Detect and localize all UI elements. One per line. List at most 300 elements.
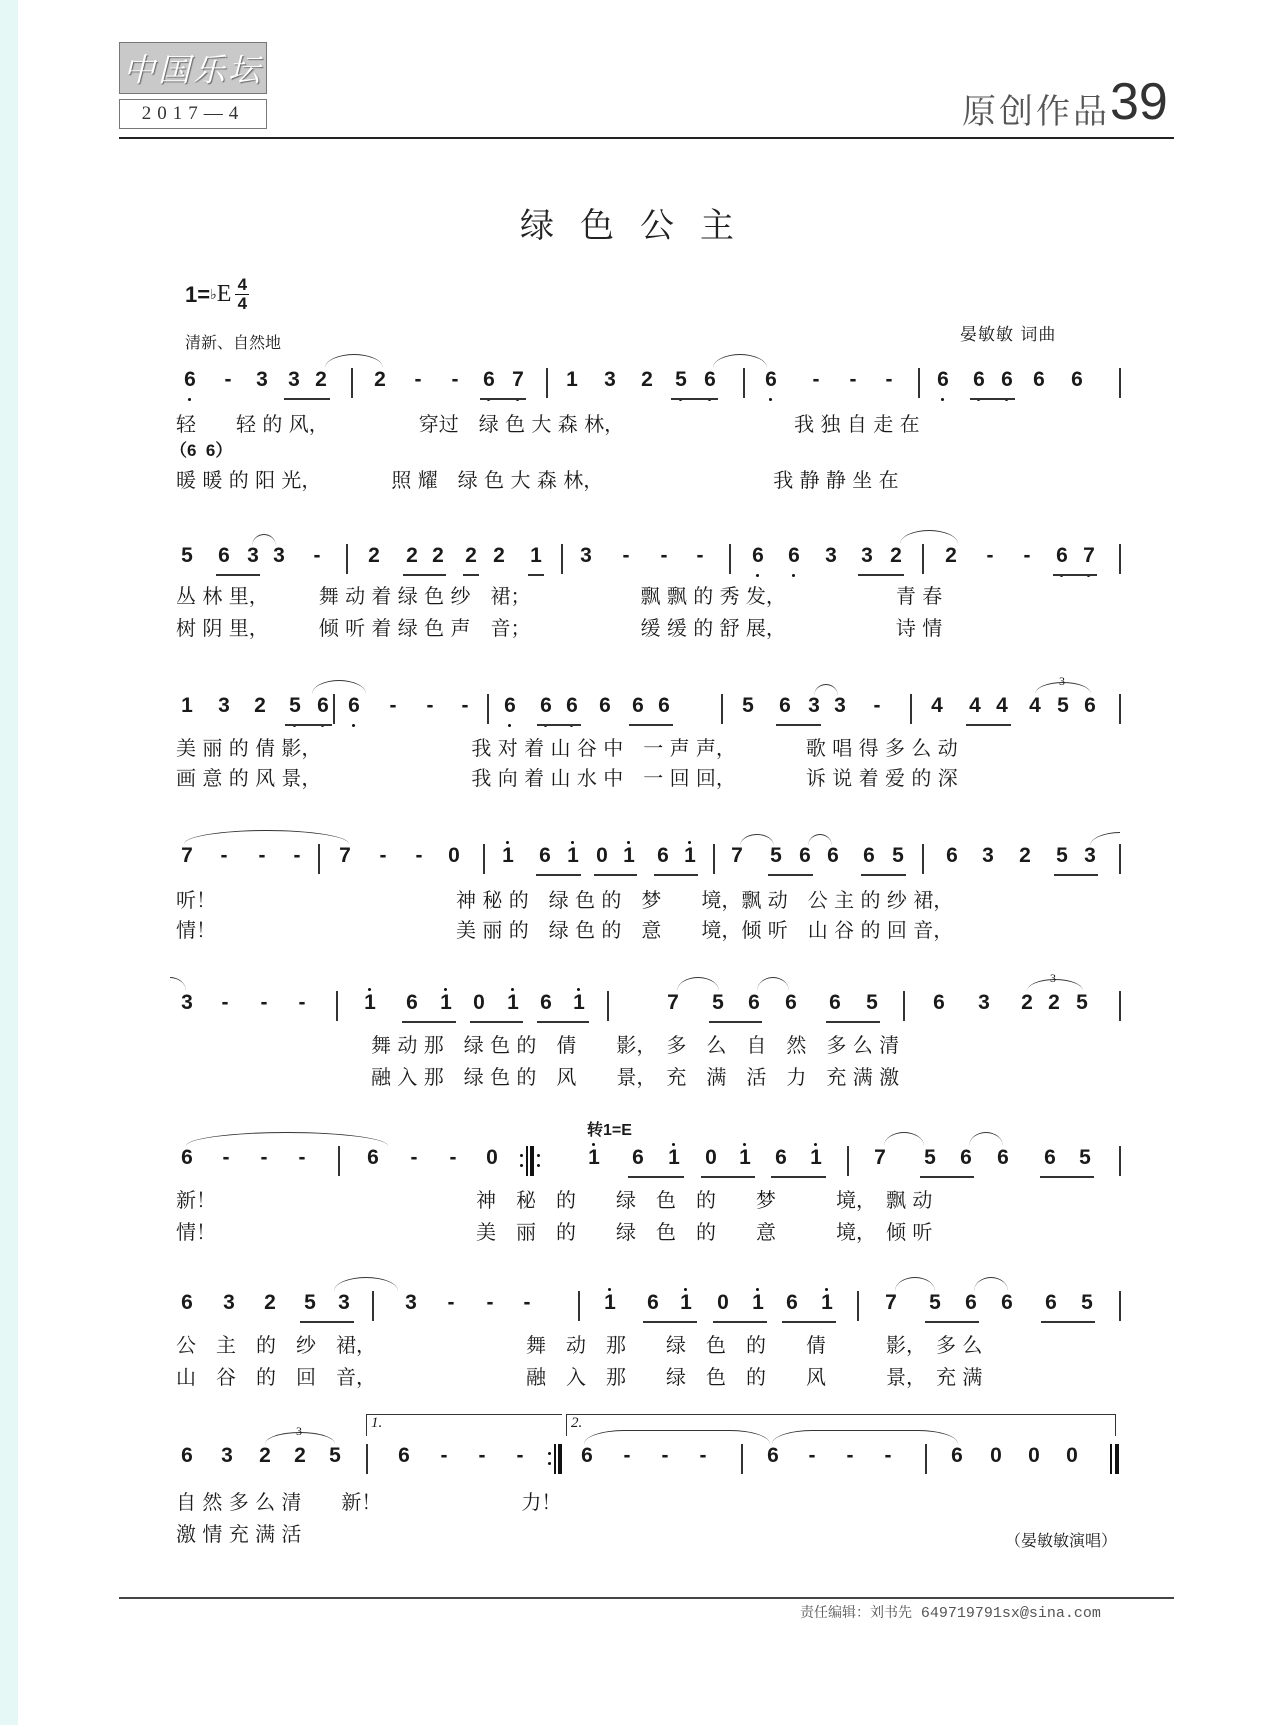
note: 6 [581,1444,593,1467]
note: 3 [181,991,193,1014]
note: 6 [563,694,581,718]
notes-line [0,674,1280,728]
dash: - [846,1444,854,1467]
note: 6 [762,368,780,392]
beam [403,574,446,576]
note: 0 [1028,1444,1040,1467]
tie [584,1430,770,1444]
tie [334,1277,398,1291]
triplet-mark: 3 [1050,971,1056,985]
editor-label: 责任编辑：刘书先 [800,1605,912,1621]
dash: - [222,1146,230,1169]
tie [900,530,958,544]
beam [1054,874,1098,876]
note: 1 [677,1291,695,1315]
dash: - [885,368,893,391]
note: 1 [585,1146,603,1170]
note: 6 [181,368,199,392]
page-number: 39 [1110,73,1168,131]
dash: - [221,991,229,1014]
note: 5 [181,544,193,567]
lyrics-verse-1: 舞 动 那 绿 色 的 倩 影， 多 么 自 然 多 么 清 [371,1033,900,1057]
note: 2 [374,368,386,391]
note: 6 [647,1291,659,1314]
barline [318,844,320,874]
note: 2 [368,544,380,567]
note: 1 [499,844,517,868]
note: 2 [294,1444,306,1467]
note: 7 [339,844,351,867]
beam [402,1021,456,1023]
barline [1119,544,1121,574]
note: 7 [1080,544,1098,568]
repeat-end-barline [548,1444,562,1474]
note: 3 [580,544,592,567]
note: 5 [304,1291,316,1314]
dash: - [884,1444,892,1467]
dash: - [410,1146,418,1169]
note: 6 [998,368,1016,392]
note: 6 [314,694,332,718]
note: 0 [1066,1444,1078,1467]
note: 3 [221,1444,233,1467]
triplet-mark: 3 [1059,674,1065,688]
note: 6 [960,1146,972,1169]
note: 6 [1001,1291,1013,1314]
note: 2 [1048,991,1060,1014]
lyrics-verse-2: 树 阴 里， 倾 听 着 绿 色 声 音； 缓 缓 的 舒 展， 诗 情 [176,616,943,640]
dash: - [486,1291,494,1314]
notes-line [0,368,1280,402]
dash: - [449,1146,457,1169]
tie [974,1277,1008,1291]
beam [782,1321,836,1323]
dash: - [812,368,820,391]
barline [1119,694,1121,724]
note: 5 [924,1146,936,1169]
dash: - [224,368,232,391]
note: 2 [406,544,418,567]
barline [578,1291,580,1321]
note: 4 [969,694,981,717]
dash: - [379,844,387,867]
note: 2 [945,544,957,567]
note: 5 [1056,844,1068,867]
barline [922,544,924,574]
note: 6 [748,991,760,1014]
barline [333,694,335,724]
beam [643,1321,697,1323]
note: 6 [946,844,958,867]
note: 7 [509,368,527,392]
barline [857,1291,859,1321]
barline [1119,1146,1121,1176]
dash: - [873,694,881,717]
barline [1119,1291,1121,1321]
beam [771,1176,826,1178]
note: 1 [620,844,638,868]
editor-email: 649719791sx@sina.com [920,1605,1101,1622]
beam [463,574,479,576]
tie [969,1132,1003,1146]
beam [628,1176,684,1178]
barline [487,694,489,724]
volta-first-ending [366,1414,562,1436]
barline [336,991,338,1021]
barline [910,694,912,724]
lyrics-verse-1: 公 主 的 纱 裙， 舞 动 那 绿 色 的 倩 影， 多 么 [176,1333,983,1357]
dash: - [808,1444,816,1467]
dash: - [220,844,228,867]
lyrics-verse-1: 美 丽 的 倩 影， 我 对 着 山 谷 中 一 声 声， 歌 唱 得 多 么 动 [176,736,958,760]
note: 7 [181,844,193,867]
note: 1 [504,991,522,1015]
note: 6 [539,844,551,867]
note: 5 [866,991,878,1014]
note: 6 [1071,368,1083,391]
beam [970,398,1015,400]
note: 3 [223,1291,235,1314]
note: 3 [405,1291,417,1314]
note: 6 [398,1444,410,1467]
beam [537,724,581,726]
tie [312,680,366,694]
beam [920,1176,974,1178]
time-sig-bottom: 4 [237,294,248,313]
note: 4 [931,694,943,717]
tie [677,977,719,991]
beam [925,1321,979,1323]
notes-line [0,544,1280,578]
note: 5 [672,368,690,392]
dash: - [293,844,301,867]
note: 6 [965,1291,977,1314]
note: 6 [863,844,875,867]
note: 3 [604,368,616,391]
note: 6 [537,694,555,718]
note: 6 [181,1291,193,1314]
note: 6 [799,844,811,867]
note: 6 [997,1146,1009,1169]
triplet-mark: 3 [296,1424,302,1438]
tie [713,354,767,368]
note: 2 [259,1444,271,1467]
beam [776,724,821,726]
note: 1 [437,991,455,1015]
song-title: 绿色公主 [520,206,760,246]
dash: - [447,1291,455,1314]
note: 6 [632,694,644,717]
dash: - [696,544,704,567]
note: 6 [779,694,791,717]
note: 3 [825,544,837,567]
key-letter: E [216,281,232,307]
note: 6 [632,1146,644,1169]
flat-icon: ♭ [210,286,217,302]
note: 1 [566,368,578,391]
volta-1-label: 1. [371,1415,383,1431]
credits: 晏敏敏 词曲 [960,325,1057,345]
note: 3 [978,991,990,1014]
beam [216,574,260,576]
note: 1 [681,844,699,868]
barline [1119,991,1121,1021]
beam [536,874,581,876]
note: 5 [770,844,782,867]
note: 2 [465,544,477,567]
section-title: 原创作品 [962,92,1110,132]
note: 0 [705,1146,717,1169]
note: 6 [367,1146,379,1169]
note: 3 [247,544,259,567]
note: 6 [951,1444,963,1467]
note: 0 [990,1444,1002,1467]
barline [561,544,563,574]
note: 2 [432,544,444,567]
beam [1040,1176,1094,1178]
dash: - [389,694,397,717]
note: 0 [486,1146,498,1169]
beam [480,398,526,400]
barline [922,844,924,874]
note: 2 [315,368,327,391]
time-signature [235,276,249,313]
note: 7 [731,844,743,867]
barline [743,368,745,398]
dash: - [622,544,630,567]
beam [285,724,332,726]
dash: - [260,991,268,1014]
barline [366,1444,368,1474]
note: 5 [1057,694,1069,717]
note: 1 [564,844,582,868]
lyrics-verse-2: 画 意 的 风 景， 我 向 着 山 水 中 一 回 回， 诉 说 着 爱 的 深 [176,766,958,790]
beam [528,574,544,576]
barline [903,991,905,1021]
note: 6 [1084,694,1096,717]
note: 6 [1045,1291,1057,1314]
tie [757,977,789,991]
beam [537,1021,589,1023]
dash: - [849,368,857,391]
key-label: 1= [185,281,211,307]
note: 6 [749,544,767,568]
beam [701,1176,755,1178]
note: 6 [786,1291,798,1314]
lyrics-verse-2: 情！ 美 丽 的 绿 色 的 意 境， 倾 听 [176,1220,933,1244]
notes-line [0,1291,1280,1325]
note: 3 [1084,844,1096,867]
note: 0 [473,991,485,1014]
beam [1041,1321,1095,1323]
barline [729,544,731,574]
tie [884,1132,924,1146]
note: 2 [264,1291,276,1314]
note: 6 [785,544,803,568]
footer-divider [119,1597,1174,1599]
beam [654,874,698,876]
modulation-text: 转1=E [587,1122,632,1139]
repeat-start-barline [520,1146,544,1176]
barline [713,844,715,874]
note: 3 [218,694,230,717]
note: 6 [701,368,719,392]
tie-end [170,977,186,991]
dash: - [478,1444,486,1467]
alt-notes: （6 6） [170,441,233,460]
beam [671,398,718,400]
tie [184,830,349,844]
note: 0 [596,844,608,867]
tempo-marking: 清新、自然地 [185,333,282,352]
barline [483,844,485,874]
issue-number: 2017—4 [119,99,267,129]
beam [858,574,904,576]
lyrics-verse-1: 自 然 多 么 清 新！ 力！ [176,1490,562,1514]
notes-line [0,971,1280,1025]
note: 6 [767,1444,779,1467]
note: 2 [254,694,266,717]
note: 5 [329,1444,341,1467]
notes-line [0,1146,1280,1180]
note: 5 [286,694,304,718]
dash: - [699,1444,707,1467]
dash: - [523,1291,531,1314]
note: 0 [448,844,460,867]
note: 6 [406,991,418,1014]
note: 2 [493,544,505,567]
lyrics-verse-1: 听！ 神 秘 的 绿 色 的 梦 境，飘 动 公 主 的 纱 裙， [176,888,954,912]
beam [1053,574,1097,576]
note: 6 [1033,368,1045,391]
note: 6 [933,991,945,1014]
note: 6 [657,844,669,867]
note: 1 [665,1146,683,1170]
note: 1 [530,544,542,567]
barline [351,368,353,398]
barline [372,1291,374,1321]
dash: - [313,544,321,567]
note: 7 [885,1291,897,1314]
performer-credit: （晏敏敏演唱） [1005,1531,1118,1550]
beam [713,1321,767,1323]
editor-credit [800,1602,1101,1622]
note: 2 [641,368,653,391]
note: 5 [1081,1291,1093,1314]
note: 6 [181,1444,193,1467]
barline [847,1146,849,1176]
beam [709,1021,762,1023]
magazine-logo: 中国乐坛 [119,42,267,94]
note: 5 [929,1291,941,1314]
note: 6 [599,694,611,717]
dash: - [623,1444,631,1467]
dash: - [1023,544,1031,567]
note: 6 [827,844,839,867]
note: 3 [256,368,268,391]
modulation-marking [587,1117,632,1140]
dash: - [414,368,422,391]
note: 6 [501,694,519,718]
note: 6 [345,694,363,718]
note: 4 [1029,694,1041,717]
note: 1 [601,1291,619,1315]
dash: - [298,991,306,1014]
note: 5 [1076,991,1088,1014]
beam [966,724,1011,726]
beam [594,874,637,876]
note: 0 [717,1291,729,1314]
key-signature [185,276,249,313]
barline [346,544,348,574]
dash: - [260,1146,268,1169]
note: 6 [934,368,952,392]
note: 6 [970,368,988,392]
note: 5 [892,844,904,867]
note: 6 [775,1146,787,1169]
beam [768,874,813,876]
note: 6 [218,544,230,567]
note: 2 [890,544,902,567]
dash: - [451,368,459,391]
tie-start [1090,832,1120,846]
note: 3 [834,694,846,717]
note: 6 [1044,1146,1056,1169]
dash: - [986,544,994,567]
beam [300,1321,354,1323]
note: 3 [338,1291,350,1314]
note: 7 [874,1146,886,1169]
tie [895,1277,935,1291]
note: 3 [808,694,820,717]
dash: - [516,1444,524,1467]
dash: - [298,1146,306,1169]
lyrics-verse-1: 轻 轻 的 风， 穿过 绿 色 大 森 林， 我 独 自 走 在 [176,412,920,436]
notes-line [0,1424,1280,1478]
final-barline [1110,1444,1120,1474]
lyrics-verse-2: 激 情 充 满 活 [176,1522,302,1546]
tie [325,354,383,368]
note: 6 [1053,544,1071,568]
note: 1 [736,1146,754,1170]
lyrics-verse-2: 情！ 美 丽 的 绿 色 的 意 境，倾 听 山 谷 的 回 音， [176,918,954,942]
tie [772,1430,958,1444]
time-sig-top: 4 [237,275,248,294]
header-divider [119,137,1174,139]
notes-line [0,844,1280,878]
beam [629,724,673,726]
lyrics-verse-2: 山 谷 的 回 音， 融 入 那 绿 色 的 风 景， 充 满 [176,1365,983,1389]
dash: - [415,844,423,867]
dash: - [440,1444,448,1467]
beam [470,1021,523,1023]
note: 5 [1079,1146,1091,1169]
dash: - [258,844,266,867]
lyrics-verse-2: 暖 暖 的 阳 光， 照 耀 绿 色 大 森 林， 我 静 静 坐 在 [176,468,899,492]
note: 2 [1019,844,1031,867]
beam [861,874,906,876]
note: 3 [982,844,994,867]
note: 6 [181,1146,193,1169]
note: 6 [540,991,552,1014]
note: 1 [749,1291,767,1315]
note: 4 [996,694,1008,717]
note: 3 [861,544,873,567]
volta-2-label: 2. [571,1415,583,1431]
lyrics-verse-1: 新！ 神 秘 的 绿 色 的 梦 境， 飘 动 [176,1188,933,1212]
note: 2 [1021,991,1033,1014]
tie [186,1132,388,1146]
